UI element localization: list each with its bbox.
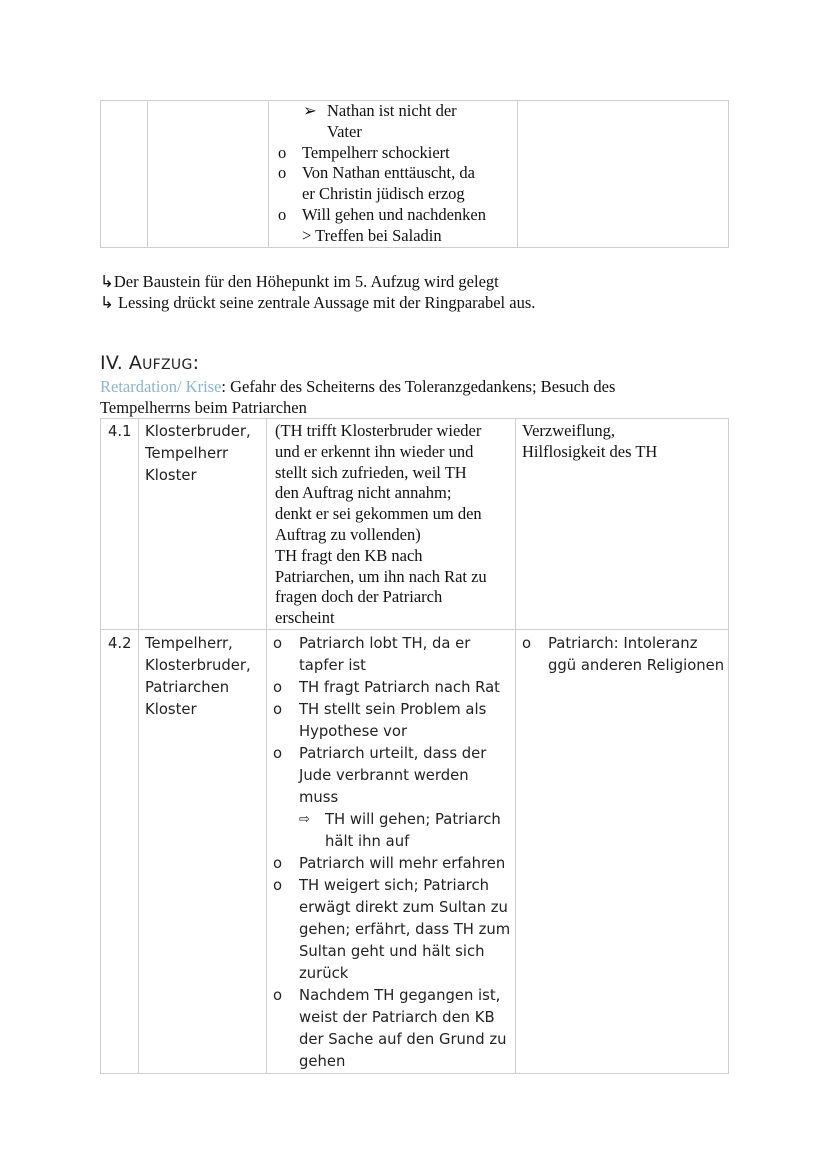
content-line: Auftrag zu vollenden) [275,524,421,544]
top-table [100,100,729,248]
circle-bullet-icon: o [278,204,287,224]
list-item [269,101,517,143]
arrow-bullet-icon: ➢ [303,101,317,120]
note-line: ↳ Lessing drückt seine zentrale Aussage mit der Ringparabel aus. [100,293,536,312]
list-item [267,699,515,743]
table-cell [518,101,729,248]
list-item-text: erwägt direkt zum Sultan zu [299,898,508,916]
list-item-text: TH stellt sein Problem als [299,700,487,718]
table-row [101,419,729,630]
list-item [267,853,515,875]
content-line: Patriarchen, um ihn nach Rat zu [275,566,487,586]
interpretation-cell [516,629,729,1073]
list-item-text: der Sache auf den Grund zu [299,1030,507,1048]
character-line: Klosterbruder, [145,656,251,674]
characters-cell [139,629,267,1073]
circle-bullet-icon: o [273,744,283,762]
list-item-text: > Treffen bei Saladin [302,225,442,245]
content-cell [267,629,516,1073]
list-item-text: Patriarch lobt TH, da er [299,634,471,652]
character-line: Kloster [145,700,197,718]
list-item-text: TH fragt Patriarch nach Rat [299,678,500,696]
content-line: fragen doch der Patriarch [275,587,443,607]
list-item-text: Sultan geht und hält sich [299,942,485,960]
list-item [269,205,517,247]
notes [100,271,535,313]
section-heading [100,352,199,374]
circle-bullet-icon: o [522,634,532,652]
scene-table [100,418,729,1074]
circle-bullet-icon: o [273,854,283,872]
character-line: Kloster [145,467,197,484]
content-cell [267,419,516,630]
list-item [267,985,515,1073]
list-item-text: gehen [299,1052,346,1070]
table-cell [148,101,269,248]
list-item-text: Patriarch will mehr erfahren [299,854,506,872]
list-item [267,809,515,853]
arrow-bullet-icon: ⇨ [299,811,310,827]
list-item [267,743,515,809]
circle-bullet-icon: o [273,634,283,652]
list-item-text: Patriarch: Intoleranz [548,634,698,652]
list-item [267,633,515,677]
circle-bullet-icon: o [273,678,283,696]
list-item-text: tapfer ist [299,656,366,674]
list-item [516,633,728,677]
circle-bullet-icon: o [273,700,283,718]
content-line: (TH trifft Klosterbruder wieder [275,421,482,440]
note-line: Verzweiflung, [522,421,616,440]
list-item-text: gehen; erfährt, dass TH zum [299,920,511,938]
character-line: Klosterbruder, [145,423,251,440]
characters-cell [139,419,267,630]
character-line: Patriarchen [145,678,230,696]
content-line: denkt er sei gekommen um den [275,504,482,524]
scene-number: 4.1 [101,419,139,630]
heading-colon: : [192,352,200,374]
list-item-text: muss [299,788,339,806]
list-item-text: weist der Patriarch den KB [299,1008,495,1026]
list-item [269,143,517,164]
list-item-text: Vater [327,121,362,141]
character-line: Tempelherr [145,445,229,462]
heading-rest: UFZUG [142,357,193,373]
list-item-text: Patriarch urteilt, dass der [299,744,487,762]
subheading-label: Retardation/ Krise [100,377,222,396]
list-item-text: ggü anderen Religionen [548,656,725,674]
interpretation-cell [516,419,729,630]
list-item-text: hält ihn auf [325,832,410,850]
list-item-text: zurück [299,964,349,982]
list-item-text: Hypothese vor [299,722,408,740]
circle-bullet-icon: o [278,163,287,183]
circle-bullet-icon: o [278,142,287,162]
subheading-text: Tempelherrns beim Patriarchen [100,397,307,417]
list-item-text: Jude verbrannt werden [299,766,469,784]
list-item-text: Von Nathan enttäuscht, da [302,163,475,183]
bullet-list [516,633,728,677]
character-line: Tempelherr, [145,634,233,652]
note-line: ↳Der Baustein für den Höhepunkt im 5. Aufzug wird gelegt [100,272,499,291]
list-item [269,163,517,205]
scene-number: 4.2 [101,629,139,1073]
list-item-text: Tempelherr schockiert [302,142,450,162]
table-cell [101,101,148,248]
table-row [101,629,729,1073]
list-item-text: TH will gehen; Patriarch [325,810,501,828]
list-item-text: er Christin jüdisch erzog [302,184,465,204]
bullet-list [269,101,517,247]
content-line: TH fragt den KB nach [275,545,423,565]
list-item-text: Nathan ist nicht der [327,101,457,120]
content-line: und er erkennt ihn wieder und [275,441,474,461]
circle-bullet-icon: o [273,986,283,1004]
list-item-text: TH weigert sich; Patriarch [299,876,489,894]
list-item-text: Will gehen und nachdenken [302,204,486,224]
bullet-list [267,633,515,1073]
table-cell [269,101,518,248]
note-line: Hilflosigkeit des TH [522,441,658,461]
list-item [267,875,515,985]
section-subheading [100,377,740,418]
circle-bullet-icon: o [273,876,283,894]
table-row [101,101,729,248]
heading-first-letter: A [128,352,143,374]
content-line: den Auftrag nicht annahm; [275,483,452,503]
subheading-text: : Gefahr des Scheiterns des Toleranzgedankens; Besuch des [221,377,616,396]
content-line: erscheint [275,608,335,628]
heading-roman: IV. [100,352,124,374]
list-item-text: Nachdem TH gegangen ist, [299,986,501,1004]
list-item [267,677,515,699]
content-line: stellt sich zufrieden, weil TH [275,462,467,482]
